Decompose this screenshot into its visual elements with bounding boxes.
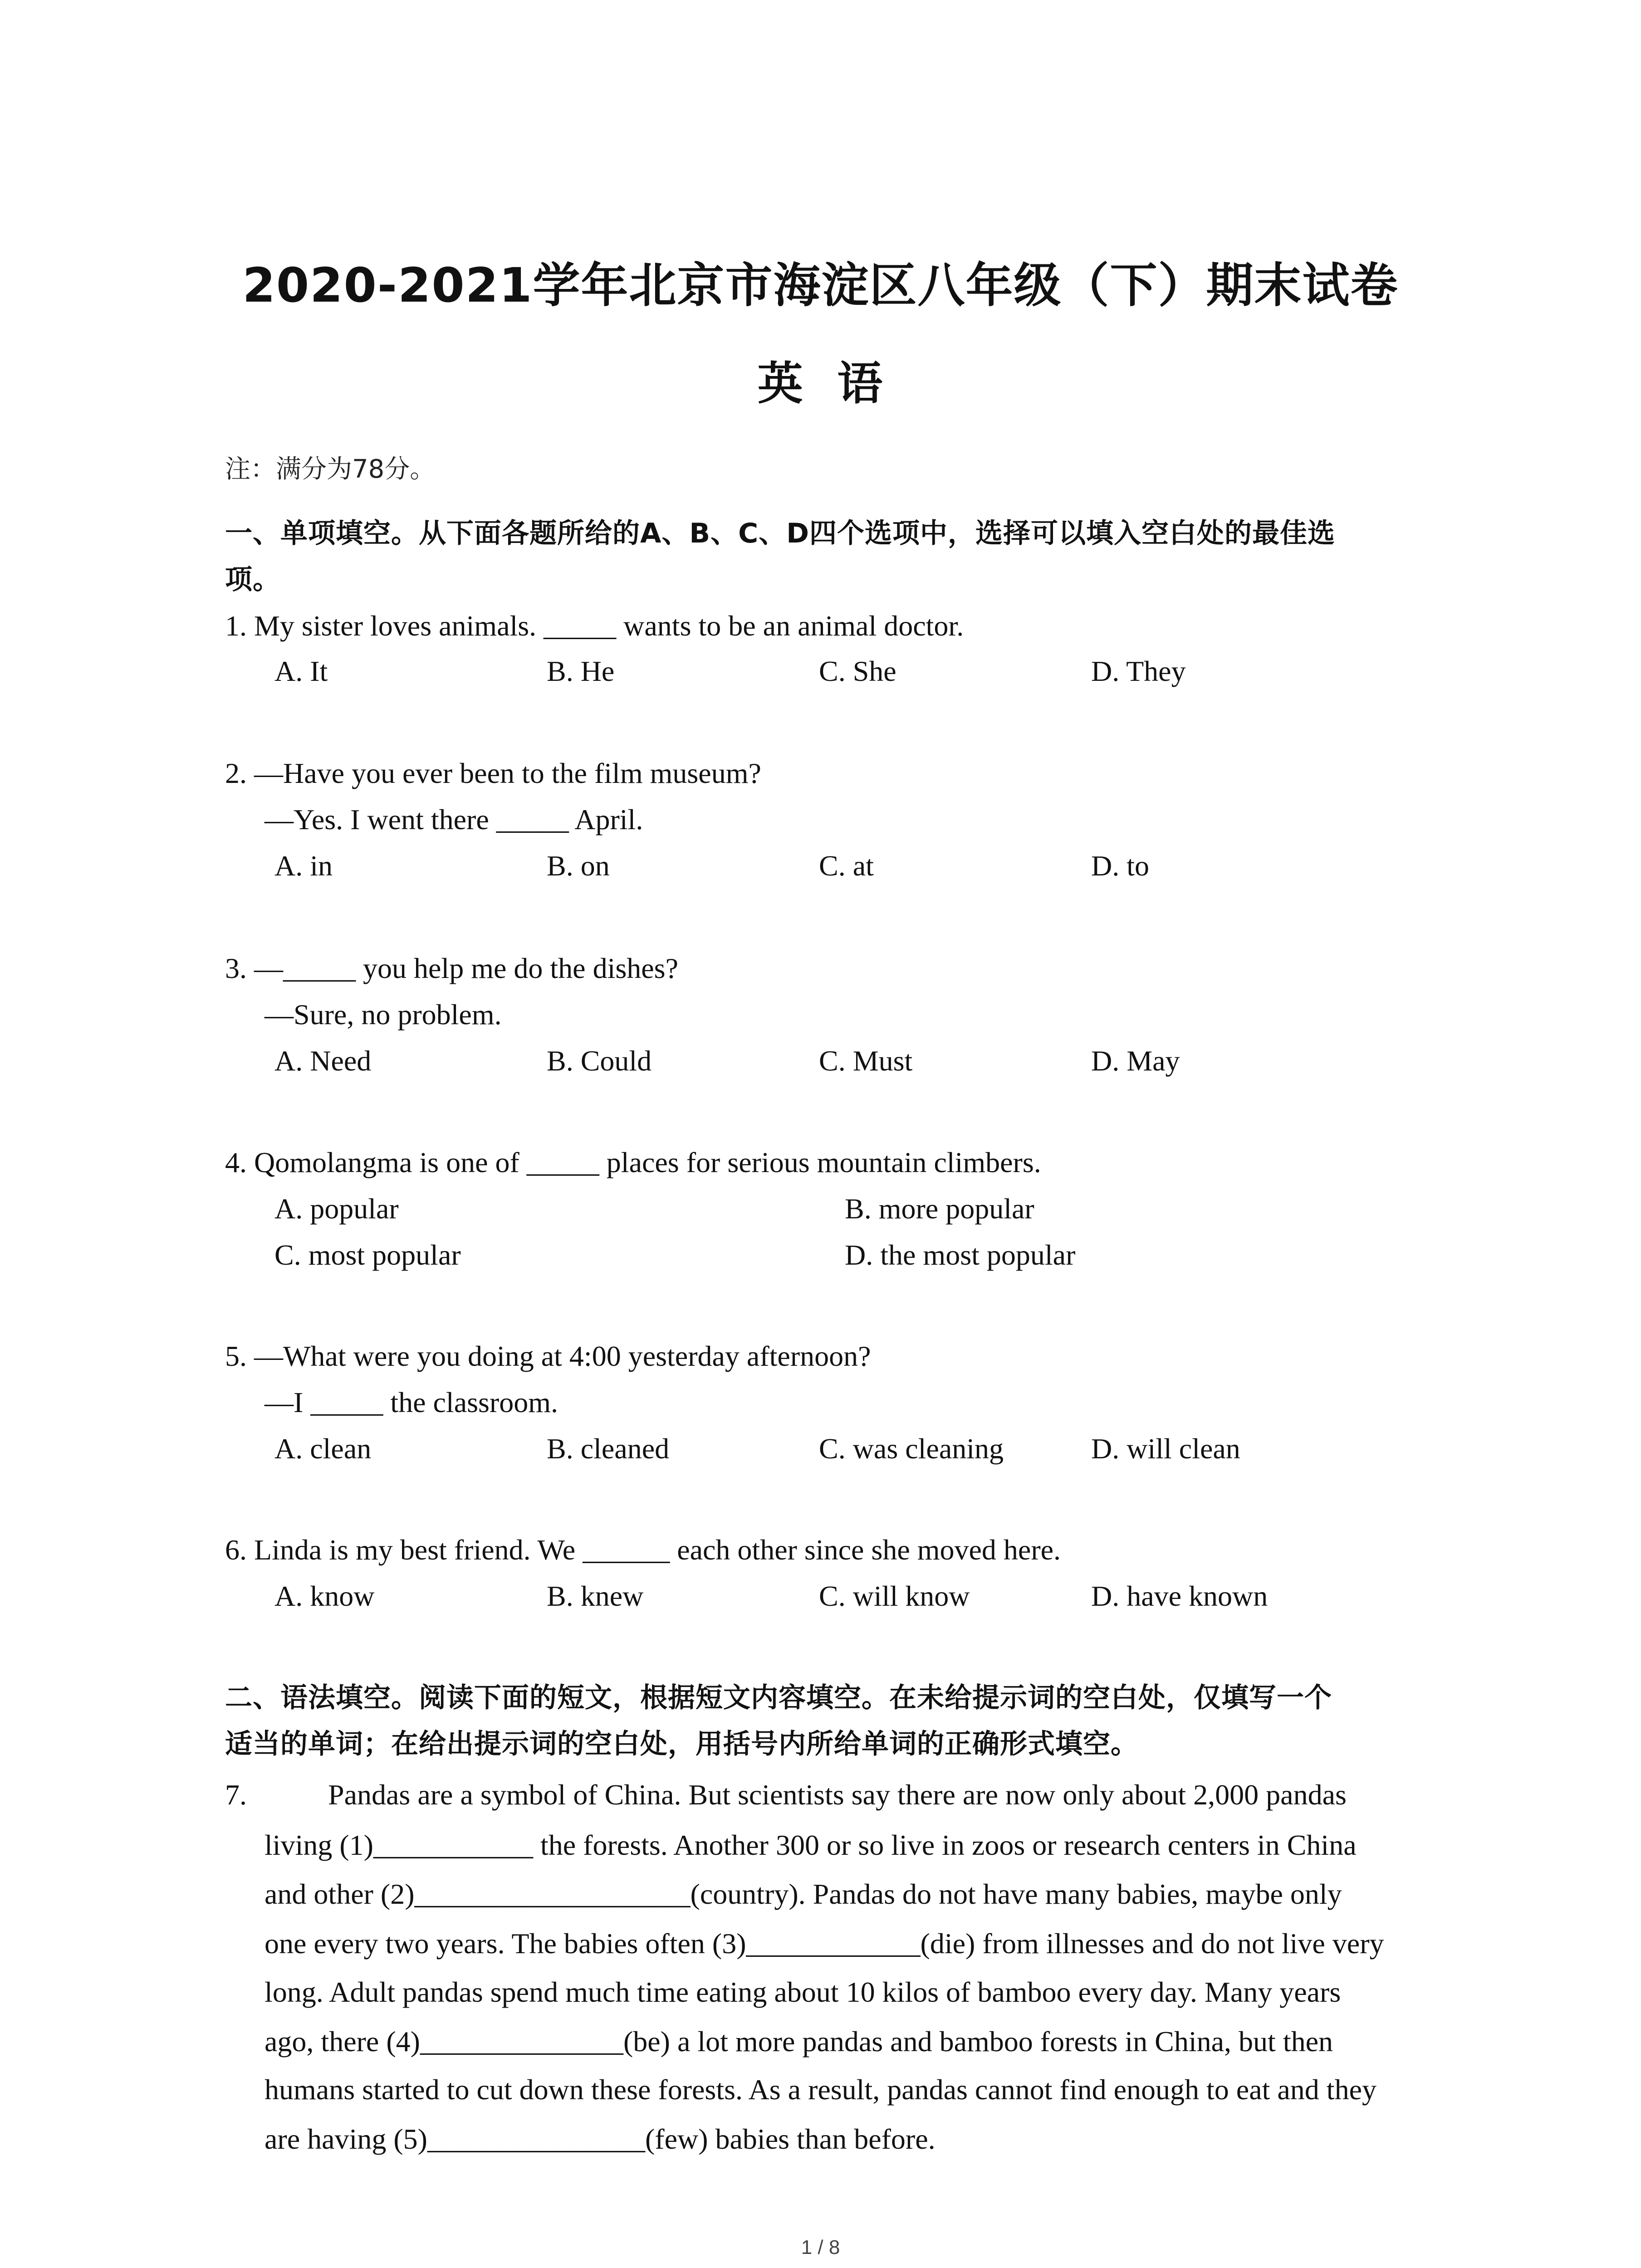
passage-line: one every two years. The babies often (3)____________(die) from illnesses and do not live very — [265, 1927, 1384, 1960]
question-stem-line2: —Sure, no problem. — [265, 998, 502, 1031]
option-a: A. in — [274, 850, 333, 882]
option-d: D. will clean — [1091, 1432, 1240, 1465]
passage-line: and other (2)___________________(country). Pandas do not have many babies, maybe only — [265, 1878, 1342, 1910]
option-c: C. She — [819, 655, 896, 687]
score-note: 注：满分为78分。 — [225, 455, 436, 484]
question-stem: 6. Linda is my best friend. We ______ each other since she moved here. — [225, 1534, 1061, 1566]
option-d: D. have known — [1091, 1580, 1268, 1612]
option-c: C. most popular — [274, 1239, 461, 1271]
option-a: A. Need — [274, 1045, 372, 1077]
option-c: C. was cleaning — [819, 1432, 1004, 1465]
option-a: A. clean — [274, 1432, 372, 1465]
option-a: A. It — [274, 655, 328, 687]
question-stem: 2. —Have you ever been to the film museum? — [225, 757, 761, 789]
option-c: C. Must — [819, 1045, 913, 1077]
option-b: B. Could — [547, 1045, 652, 1077]
section2-heading-line1: 二、语法填空。阅读下面的短文，根据短文内容填空。在未给提示词的空白处，仅填写一个 — [225, 1682, 1332, 1714]
option-c: C. at — [819, 850, 874, 882]
option-c: C. will know — [819, 1580, 970, 1612]
passage-line: living (1)___________ the forests. Another 300 or so live in zoos or research centers in China — [265, 1829, 1357, 1861]
option-d: D. the most popular — [845, 1239, 1076, 1271]
option-b: B. He — [547, 655, 615, 687]
question-stem-line2: —Yes. I went there _____ April. — [265, 803, 643, 836]
option-b: B. cleaned — [547, 1432, 670, 1465]
question-stem: 3. —_____ you help me do the dishes? — [225, 952, 678, 984]
page-number: 1 / 8 — [801, 2236, 840, 2258]
passage-line: ago, there (4)______________(be) a lot more pandas and bamboo forests in China, but then — [265, 2025, 1333, 2058]
section2-heading-line2: 适当的单词；在给出提示词的空白处，用括号内所给单词的正确形式填空。 — [225, 1728, 1138, 1760]
option-b: B. more popular — [845, 1193, 1034, 1225]
option-b: B. knew — [547, 1580, 644, 1612]
passage-line: humans started to cut down these forests. As a result, pandas cannot find enough to eat and they — [265, 2073, 1376, 2106]
option-d: D. to — [1091, 850, 1149, 882]
question-stem: 1. My sister loves animals. _____ wants to be an animal doctor. — [225, 610, 964, 642]
option-d: D. May — [1091, 1045, 1180, 1077]
option-a: A. know — [274, 1580, 375, 1612]
option-d: D. They — [1091, 655, 1186, 687]
passage-line: long. Adult pandas spend much time eating about 10 kilos of bamboo every day. Many years — [265, 1976, 1341, 2008]
question-stem: 5. —What were you doing at 4:00 yesterday afternoon? — [225, 1340, 871, 1372]
option-b: B. on — [547, 850, 610, 882]
question-stem-line2: —I _____ the classroom. — [265, 1386, 558, 1418]
passage-line: are having (5)_______________(few) babies than before. — [265, 2123, 936, 2155]
question-stem: 4. Qomolangma is one of _____ places for serious mountain climbers. — [225, 1146, 1041, 1178]
exam-title: 2020-2021学年北京市海淀区八年级（下）期末试卷 — [242, 258, 1399, 313]
section1-heading-line1: 一、单项填空。从下面各题所给的A、B、C、D四个选项中，选择可以填入空白处的最佳选 — [225, 518, 1336, 549]
subject-title: 英 语 — [757, 357, 884, 410]
passage-line: Pandas are a symbol of China. But scientists say there are now only about 2,000 pandas — [328, 1779, 1347, 1811]
passage-number: 7. — [225, 1779, 247, 1811]
section1-heading-line2: 项。 — [225, 564, 280, 596]
option-a: A. popular — [274, 1193, 399, 1225]
